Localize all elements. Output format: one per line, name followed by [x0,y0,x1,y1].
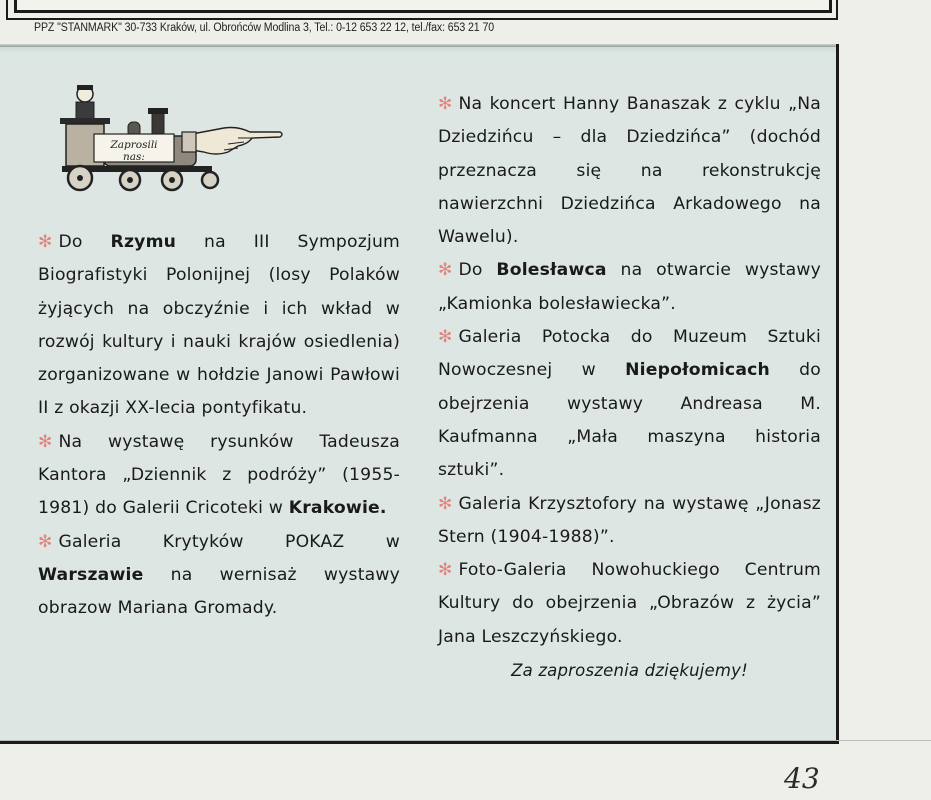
item-text: Na wystawę rysunków Tadeusza Kantora „Dziennik z podróży” (1955-1981) do Galerii Cricoteki w [38,431,400,519]
item-text: Foto-Galeria Nowohuckiego Centrum Kultury do obejrzenia „Obrazów z życia” Jana Leszczyńskiego. [438,560,821,647]
item-bold-place: Rzymu [110,232,177,252]
list-item [438,554,821,654]
item-text: na wernisaż wystawy obrazow Mariana Gromady. [38,564,400,619]
item-bold-place: Krakowie. [288,498,387,519]
item-text: Na koncert Hanny Banaszak z cyklu „Na Dziedzińcu – dla Dziedzińca” (dochód przeznacza się na rekonstrukcję nawierzchni Dziedzińca Arkadowego na Wawelu). [438,94,821,248]
asterisk-bullet-icon: ✻ [438,560,453,581]
list-item [438,321,821,487]
list-item [38,226,400,426]
page-number: 43 [784,762,820,795]
item-text: Do [58,232,111,252]
item-text: Galeria Krytyków POKAZ w [58,531,400,552]
asterisk-bullet-icon: ✻ [38,232,53,252]
bottom-rule [0,740,931,741]
thanks-line: Za zaproszenia dziękujemy! [511,661,748,681]
list-item [438,88,821,254]
list-item [38,526,400,626]
asterisk-bullet-icon: ✻ [438,94,453,114]
item-text: na otwarcie wystawy „Kamionka bolesławiecka”. [438,260,821,314]
top-frame [14,0,832,13]
locomotive-with-pointing-hand-icon [52,82,284,192]
item-bold-place: Warszawie [38,564,144,585]
item-text: do obejrzenia wystawy Andreasa M. Kaufmanna „Mała maszyna historia sztuki”. [438,360,821,481]
list-item [38,426,400,526]
asterisk-bullet-icon: ✻ [438,260,453,281]
item-text: Do [458,260,497,281]
right-column [438,88,821,687]
left-column [38,226,400,626]
item-text: Galeria Krzysztofory na wystawę „Jonasz Stern (1904-1988)”. [438,493,821,547]
asterisk-bullet-icon: ✻ [438,493,453,514]
item-bold-place: Bolesławca [496,260,607,281]
illustration-sign-text: Zaprosili nas: [110,139,158,163]
locomotive-illustration [52,82,284,192]
list-item [438,254,821,321]
box-shadow [0,44,836,54]
publisher-address: PPZ "STANMARK" 30-733 Kraków, ul. Obrońców Modlina 3, Tel.: 0-12 653 22 12, tel./fax: 653 21 70 [34,22,495,34]
item-text: na III Sympozjum Biografistyki Polonijnej (losy Polaków żyjących na obczyźnie i ich wkład w rozwój kultury i nauki krajów osiedlenia) zorganizowane w hołdzie Janowi Pawłowi II z okazji XX-lecia pontyfikatu. [38,232,400,419]
asterisk-bullet-icon: ✻ [38,531,53,552]
list-item [438,488,821,555]
item-text: Galeria Potocka do Muzeum Sztuki Nowoczesnej w [438,327,821,381]
asterisk-bullet-icon: ✻ [438,327,453,348]
asterisk-bullet-icon: ✻ [38,431,53,452]
item-bold-place: Niepołomicach [625,360,770,381]
